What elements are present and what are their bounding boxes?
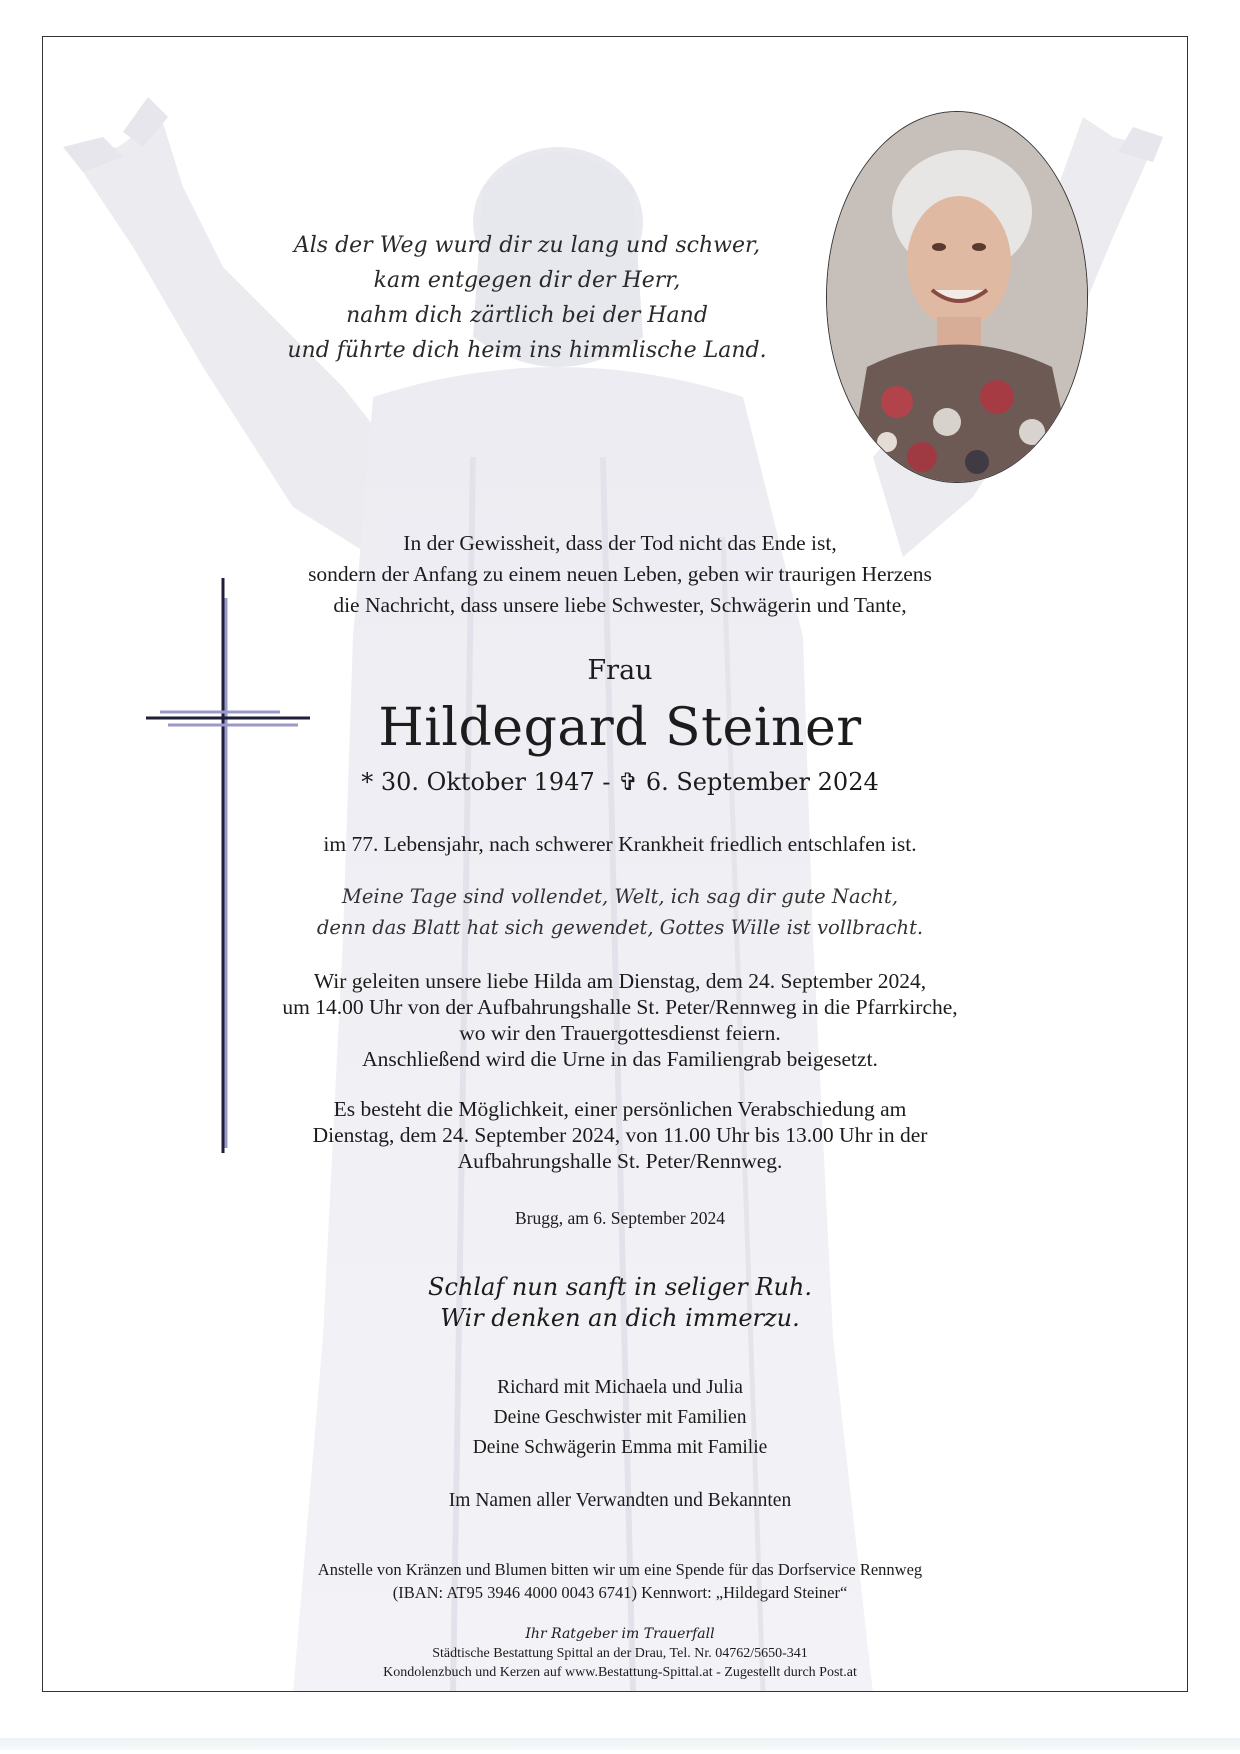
intro-line: die Nachricht, dass unsere liebe Schwester, Schwägerin und Tante, xyxy=(333,593,907,617)
footer-condolence: Kondolenzbuch und Kerzen auf www.Bestattung-Spittal.at - Zugestellt durch Post.at xyxy=(383,1665,857,1680)
service-line: Anschließend wird die Urne in das Familiengrab beigesetzt. xyxy=(362,1047,878,1071)
undertaker-footer xyxy=(0,1625,1240,1682)
closing-line: Schlaf nun sanft in seliger Ruh. xyxy=(428,1273,812,1301)
mourner: Deine Schwägerin Emma mit Familie xyxy=(472,1437,768,1458)
life-dates: * 30. Oktober 1947 - ✞ 6. September 2024 xyxy=(361,768,879,796)
intro-line: In der Gewissheit, dass der Tod nicht das Ende ist, xyxy=(403,531,837,555)
portrait-photo xyxy=(826,111,1088,483)
footer-lead: Ihr Ratgeber im Trauerfall xyxy=(525,1626,715,1642)
poem-line: Als der Weg wurd dir zu lang und schwer, xyxy=(293,233,761,258)
scan-edge xyxy=(0,1738,1240,1750)
poem-line: kam entgegen dir der Herr, xyxy=(373,268,681,293)
salutation: Frau xyxy=(587,655,653,686)
intro-line: sondern der Anfang zu einem neuen Leben, geben wir traurigen Herzens xyxy=(308,562,932,586)
farewell-line: Aufbahrungshalle St. Peter/Rennweg. xyxy=(457,1149,783,1173)
verse-quote xyxy=(0,881,1240,943)
place-date: Brugg, am 6. September 2024 xyxy=(515,1208,725,1228)
opening-poem xyxy=(237,228,817,368)
service-line: wo wir den Trauergottesdienst feiern. xyxy=(459,1021,781,1045)
relatives-line: Im Namen aller Verwandten und Bekannten xyxy=(448,1490,792,1511)
service-line: um 14.00 Uhr von der Aufbahrungshalle St. Peter/Rennweg in die Pfarrkirche, xyxy=(282,995,958,1019)
footer-company: Städtische Bestattung Spittal an der Drau, Tel. Nr. 04762/5650-341 xyxy=(432,1646,808,1661)
donation-line: (IBAN: AT95 3946 4000 0043 6741) Kennwort: „Hildegard Steiner“ xyxy=(392,1583,848,1602)
mourner: Richard mit Michaela und Julia xyxy=(497,1377,743,1398)
poem-line: und führte dich heim ins himmlische Land. xyxy=(287,338,767,363)
donation-line: Anstelle von Kränzen und Blumen bitten wir um eine Spende für das Dorfservice Rennweg xyxy=(317,1560,923,1579)
deceased-name: Hildegard Steiner xyxy=(378,698,862,758)
poem-line: nahm dich zärtlich bei der Hand xyxy=(346,303,708,328)
mourner: Deine Geschwister mit Familien xyxy=(493,1407,747,1428)
farewell-line: Dienstag, dem 24. September 2024, von 11.00 Uhr bis 13.00 Uhr in der xyxy=(312,1123,928,1147)
funeral-service-info xyxy=(0,968,1240,1072)
donation-note xyxy=(0,1558,1240,1604)
verse-line: denn das Blatt hat sich gewendet, Gottes Wille ist vollbracht. xyxy=(316,916,924,939)
closing-line: Wir denken an dich immerzu. xyxy=(440,1304,800,1332)
service-line: Wir geleiten unsere liebe Hilda am Dienstag, dem 24. September 2024, xyxy=(313,969,927,993)
portrait-image xyxy=(827,112,1088,483)
age-line: im 77. Lebensjahr, nach schwerer Krankheit friedlich entschlafen ist. xyxy=(323,832,917,856)
farewell-info xyxy=(0,1096,1240,1174)
closing-verse xyxy=(0,1272,1240,1334)
mourners-list xyxy=(0,1373,1240,1463)
farewell-line: Es besteht die Möglichkeit, einer persönlichen Verabschiedung am xyxy=(333,1097,907,1121)
verse-line: Meine Tage sind vollendet, Welt, ich sag dir gute Nacht, xyxy=(341,885,899,908)
